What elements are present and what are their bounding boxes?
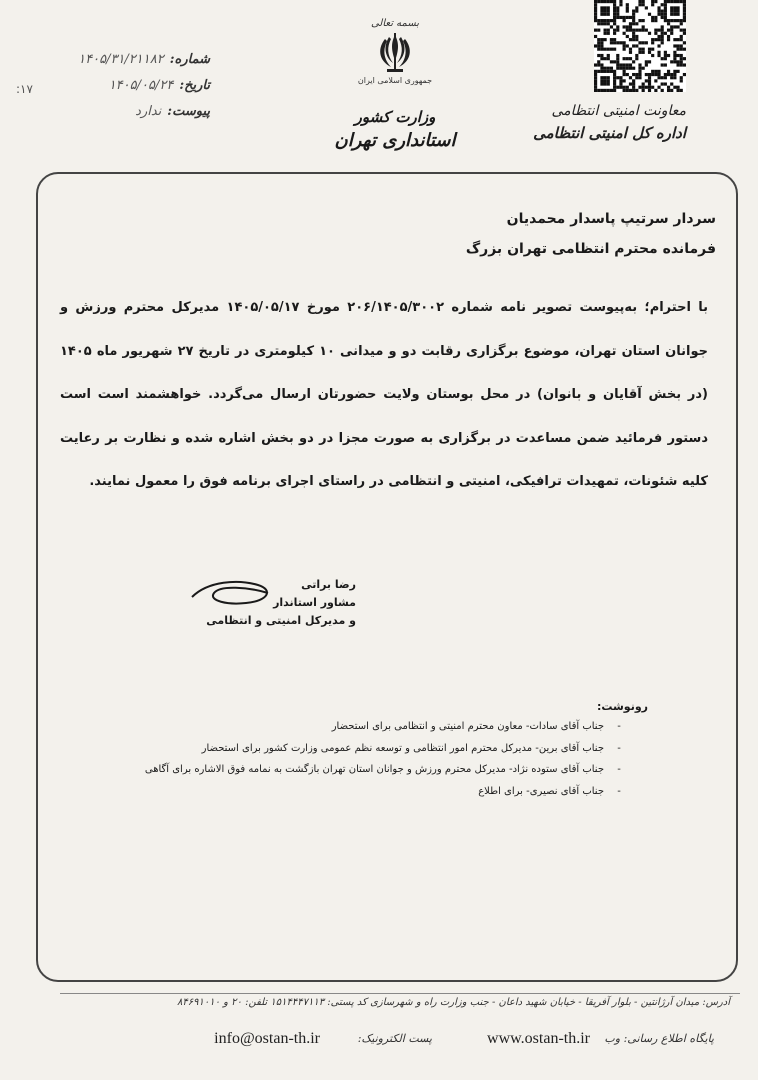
list-item (68, 781, 628, 803)
cc-list (68, 716, 628, 802)
footer-address: آدرس: میدان آرژانتین - بلوار آفریقا - خیابان شهید داعان - جنب وزارت راه و شهرسازی کد پستی: ۱۵۱۴۴۴۷۱۱۳ تلفن: ۲۰ و ۸۴۶۹۱۰۱۰ (177, 997, 730, 1008)
list-bullet: - (617, 785, 621, 797)
cc-text: جناب آقای برین- مدیرکل محترم امور انتظامی و توسعه نظم عمومی وزارت کشور برای استحضار (201, 742, 604, 754)
number-value: ۱۴۰۵/۳۱/۲۱۱۸۲ (78, 52, 164, 67)
list-item (68, 738, 628, 760)
signer-title-1: مشاور استاندار (273, 596, 356, 609)
signer-name: رضا براتی (301, 578, 356, 591)
basmala: بسمه تعالی (370, 18, 420, 29)
attachment-row (40, 104, 210, 130)
cc-text: جناب آقای ستوده نژاد- مدیرکل محترم ورزش و جوانان استان تهران بازگشت به نمامه فوق الاشاره برای آگاهی (144, 764, 604, 775)
date-label: تاریخ: (179, 78, 210, 93)
number-label: شماره: (169, 52, 210, 67)
portal-label: پایگاه اطلاع رسانی: وب (604, 1032, 714, 1045)
list-bullet: - (617, 764, 621, 775)
list-bullet: - (617, 721, 621, 732)
org-block (506, 100, 686, 144)
date-value: ۱۴۰۵/۰۵/۲۴ (108, 78, 174, 93)
date-row (40, 78, 210, 104)
website-link[interactable]: www.ostan-th.ir (487, 1030, 590, 1047)
email-link[interactable]: info@ostan-th.ir (214, 1030, 320, 1047)
ministry-name: وزارت کشور (354, 108, 436, 126)
recipient-name: سردار سرتیپ پاسدار محمدیان (506, 211, 716, 227)
deputy-name: معاونت امنیتی انتظامی (551, 103, 686, 119)
department-name: اداره کل امنیتی انتظامی (533, 124, 686, 142)
cc-text: جناب آقای سادات- معاون محترم امنیتی و انتظامی برای استحضار (331, 721, 604, 732)
emblem-icon (373, 31, 417, 75)
attachment-label: پیوست: (167, 104, 210, 119)
signature-block (186, 576, 356, 630)
letterhead-emblem (350, 18, 440, 85)
time-value: :۱۷ (16, 82, 33, 96)
list-item (68, 759, 628, 781)
number-row (40, 52, 210, 78)
signer-title-2: و مدیرکل امنیتی و انتظامی (206, 614, 356, 627)
qr-code-icon (594, 0, 686, 92)
attachment-value: ندارد (135, 104, 162, 119)
republic-label: جمهوری اسلامی ایران (357, 76, 433, 85)
letter-meta (40, 52, 210, 130)
qr-code (594, 0, 686, 92)
recipient-block (116, 204, 716, 264)
list-item (68, 716, 628, 738)
cc-title: رونوشت: (596, 700, 648, 713)
governorate-name: استانداری تهران (334, 130, 456, 151)
email-label: پست الکترونیک: (357, 1032, 432, 1045)
letter-body: با احترام؛ به‌پیوست تصویر نامه شماره ۲۰۶/۱۴۰۵/۳۰۰۲ مورخ ۱۴۰۵/۰۵/۱۷ مدیرکل محترم ورزش و جوانان استان تهران، موضوع برگزاری رقابت دو و میدانی ۱۰ کیلومتری در تاریخ ۲۷ شهریور ماه ۱۴۰۵ (در بخش آقایان و بانوان) در محل بوستان ولایت حضورتان ارسال می‌گردد. خواهشمند است است دستور فرمائید ضمن مساعدت در برگزاری به صورت مجزا در دو بخش اشاره شده و نظارت بر رعایت کلیه شئونات، تمهیدات ترافیکی، امنیتی و انتظامی در راستای اجرای برنامه فوق را معمول نمایند. (60, 300, 709, 489)
cc-text: جناب آقای نصیری- برای اطلاع (478, 785, 604, 797)
footer-links (140, 1032, 730, 1056)
recipient-title: فرمانده محترم انتظامی تهران بزرگ (465, 241, 716, 257)
list-bullet: - (617, 742, 621, 754)
ministry-block (320, 108, 470, 151)
footer-divider (60, 993, 740, 994)
